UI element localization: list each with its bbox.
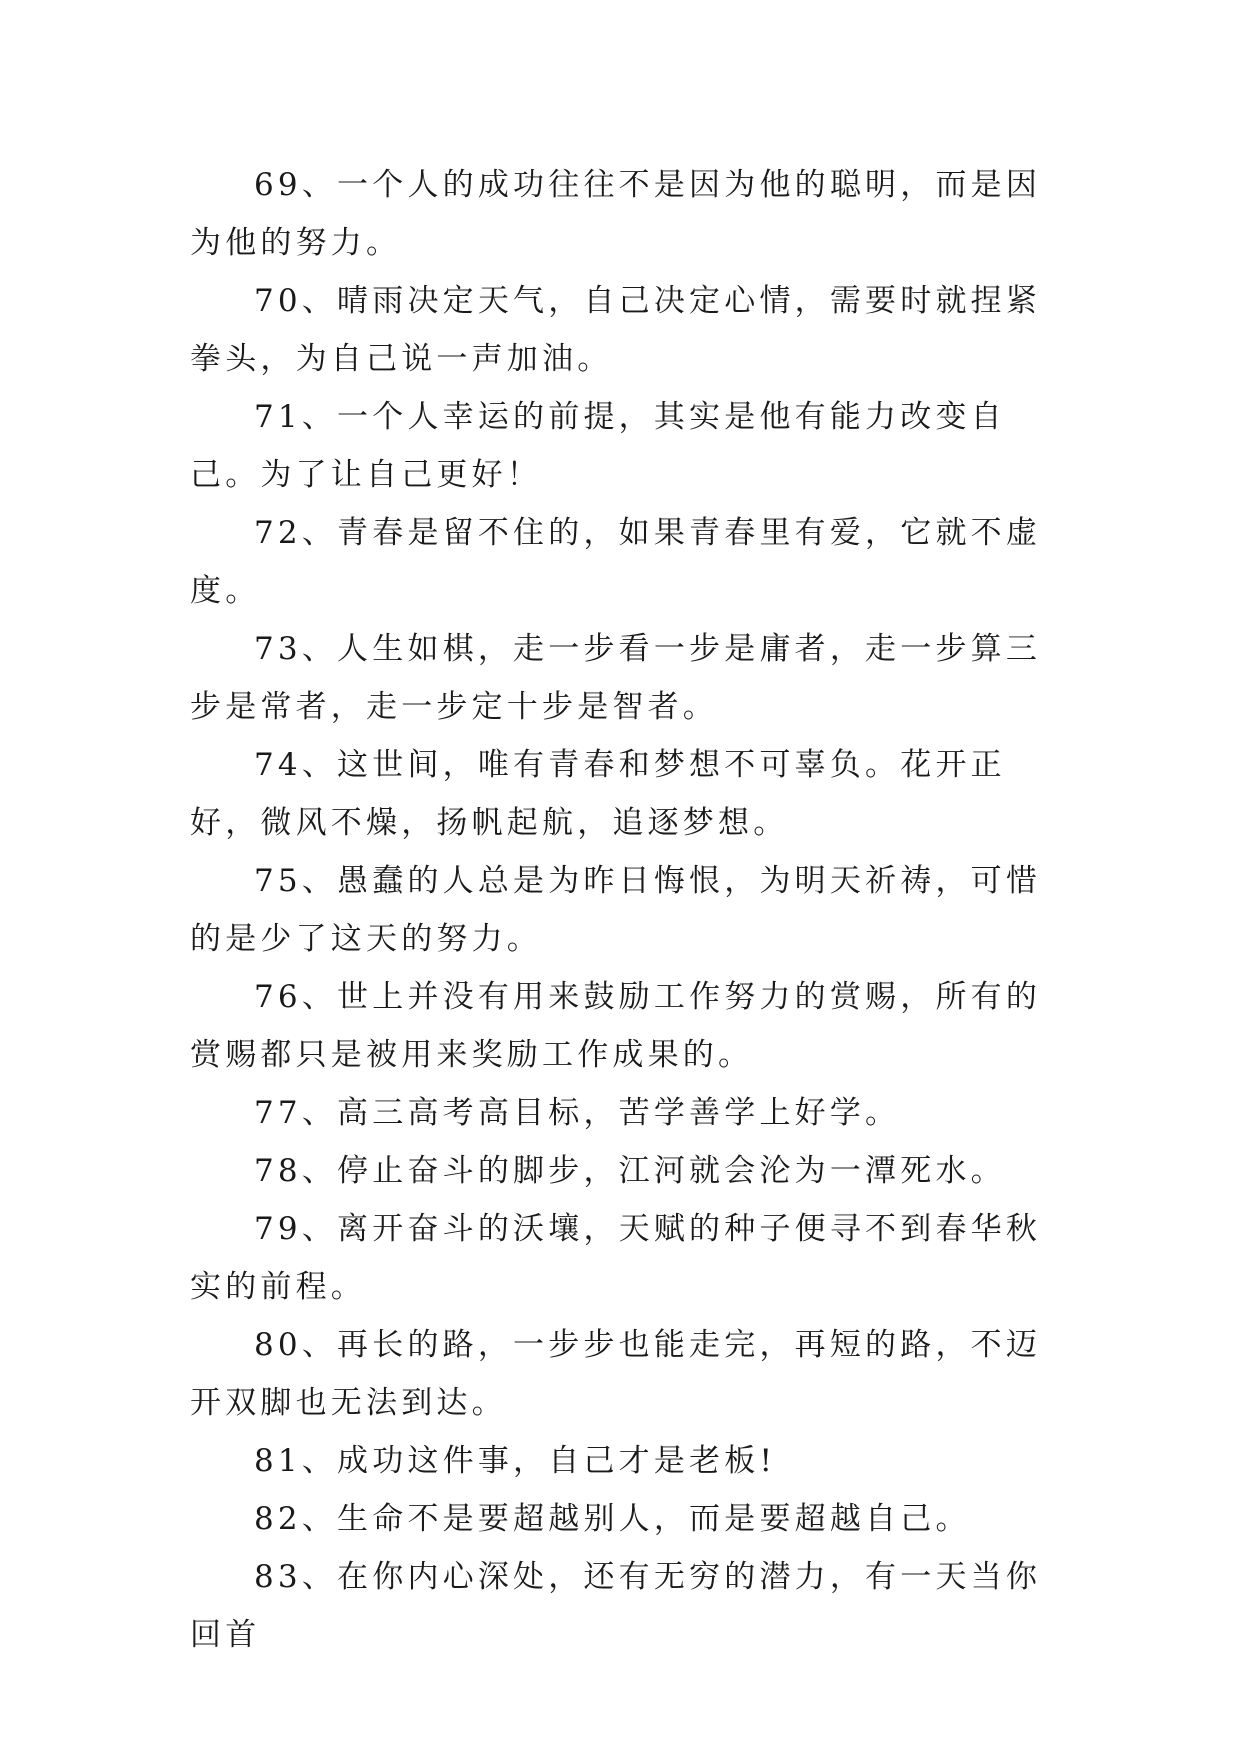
paragraph-74: 74、这世间，唯有青春和梦想不可辜负。花开正好，微风不燥，扬帆起航，追逐梦想。: [190, 747, 1006, 841]
paragraph-76: 76、世上并没有用来鼓励工作努力的赏赐，所有的赏赐都只是被用来奖励工作成果的。: [190, 979, 1042, 1073]
paragraph-77: 77、高三高考高目标，苦学善学上好学。: [254, 1095, 901, 1131]
paragraph-69: 69、一个人的成功往往不是因为他的聪明，而是因为他的努力。: [190, 167, 1042, 261]
paragraph-75: 75、愚蠢的人总是为昨日悔恨，为明天祈祷，可惜的是少了这天的努力。: [190, 863, 1042, 957]
paragraph-82: 82、生命不是要超越别人，而是要超越自己。: [254, 1501, 971, 1537]
document-body: [190, 156, 1070, 1664]
paragraph-80: 80、再长的路，一步步也能走完，再短的路，不迈开双脚也无法到达。: [190, 1327, 1042, 1421]
paragraph-70: 70、晴雨决定天气，自己决定心情，需要时就捏紧拳头，为自己说一声加油。: [190, 283, 1042, 377]
paragraph-81: 81、成功这件事，自己才是老板!: [254, 1443, 777, 1479]
paragraph-71: 71、一个人幸运的前提，其实是他有能力改变自己。为了让自己更好！: [190, 399, 1006, 493]
paragraph-79: 79、离开奋斗的沃壤，天赋的种子便寻不到春华秋实的前程。: [190, 1211, 1042, 1305]
paragraph-73: 73、人生如棋，走一步看一步是庸者，走一步算三步是常者，走一步定十步是智者。: [190, 631, 1042, 725]
paragraph-78: 78、停止奋斗的脚步，江河就会沦为一潭死水。: [254, 1153, 1006, 1189]
paragraph-72: 72、青春是留不住的，如果青春里有爱，它就不虚度。: [190, 515, 1042, 609]
paragraph-83: 83、在你内心深处，还有无穷的潜力，有一天当你回首: [190, 1559, 1042, 1653]
